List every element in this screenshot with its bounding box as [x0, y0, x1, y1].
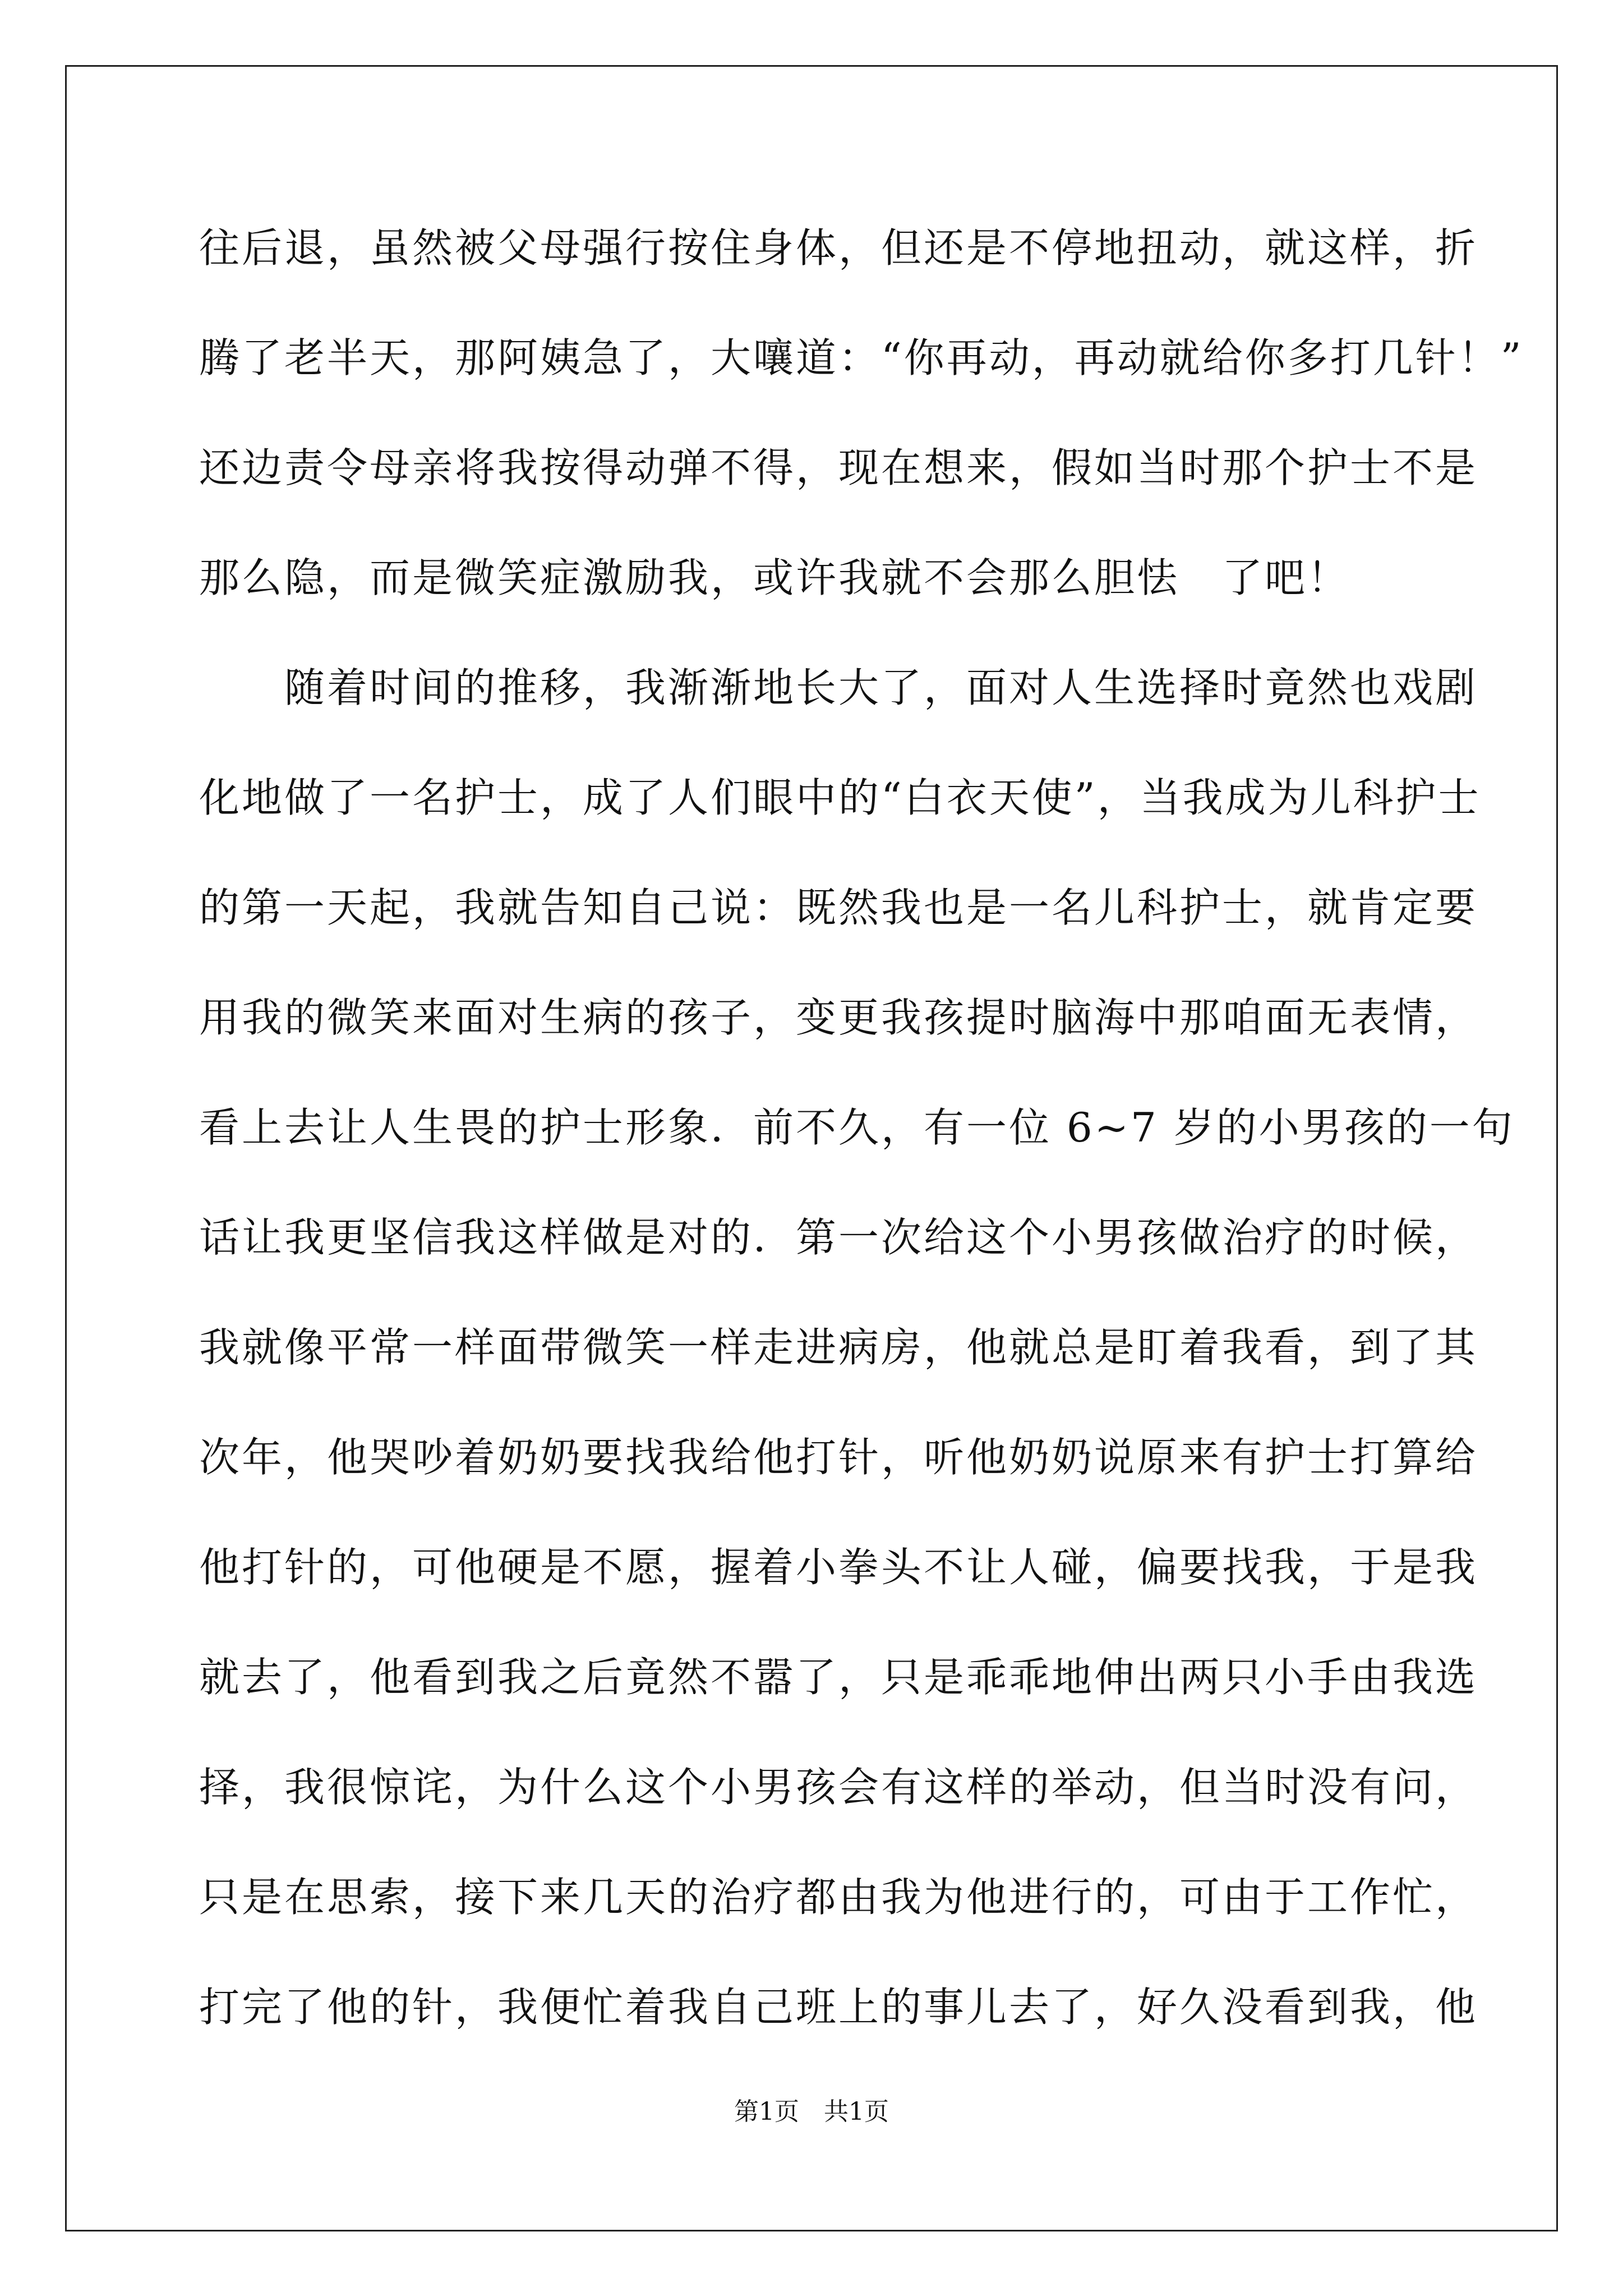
document-body: [199, 220, 1524, 2089]
text-line: 化地做了一名护士，成了人们眼中的“白衣天使”，当我成为儿科护士: [199, 774, 1481, 821]
text-line: 那么隐，而是微笑症激励我，或许我就不会那么胆怯 了吧！: [199, 554, 1350, 601]
text-line: 用我的微笑来面对生病的孩子，变更我孩提时脑海中那咱面无表情，: [199, 994, 1478, 1041]
page-footer: 第1页 共1页: [734, 2097, 889, 2126]
text-line: 往后退，虽然被父母强行按住身体，但还是不停地扭动，就这样，折: [199, 224, 1478, 272]
text-line: 择，我很惊诧，为什么这个小男孩会有这样的举动，但当时没有问，: [199, 1764, 1478, 1811]
text-line: 只是在思索，接下来几天的治疗都由我为他进行的，可由于工作忙，: [199, 1874, 1478, 1921]
text-line: 我就像平常一样面带微笑一样走进病房，他就总是盯着我看，到了其: [199, 1324, 1478, 1371]
text-line: 话让我更坚信我这样做是对的．第一次给这个小男孩做治疗的时候，: [199, 1214, 1478, 1261]
text-line: 打完了他的针，我便忙着我自己班上的事儿去了，好久没看到我，他: [199, 1984, 1478, 2031]
text-line: 次年，他哭吵着奶奶要找我给他打针，听他奶奶说原来有护士打算给: [199, 1434, 1478, 1481]
text-line: 看上去让人生畏的护士形象．前不久，有一位 6~7 岁的小男孩的一句: [199, 1104, 1515, 1151]
text-line: 随着时间的推移，我渐渐地长大了，面对人生选择时竟然也戏剧: [199, 664, 1478, 711]
text-line: 腾了老半天，那阿姨急了，大嚷道：“你再动，再动就给你多打几针！”: [199, 334, 1524, 381]
text-line: 就去了，他看到我之后竟然不嚣了，只是乖乖地伸出两只小手由我选: [199, 1654, 1478, 1701]
text-line: 他打针的，可他硬是不愿，握着小拳头不让人碰，偏要找我，于是我: [199, 1544, 1478, 1591]
text-line: 的第一天起，我就告知自己说：既然我也是一名儿科护士，就肯定要: [199, 884, 1478, 931]
text-line: 还边责令母亲将我按得动弹不得，现在想来，假如当时那个护士不是: [199, 444, 1478, 491]
